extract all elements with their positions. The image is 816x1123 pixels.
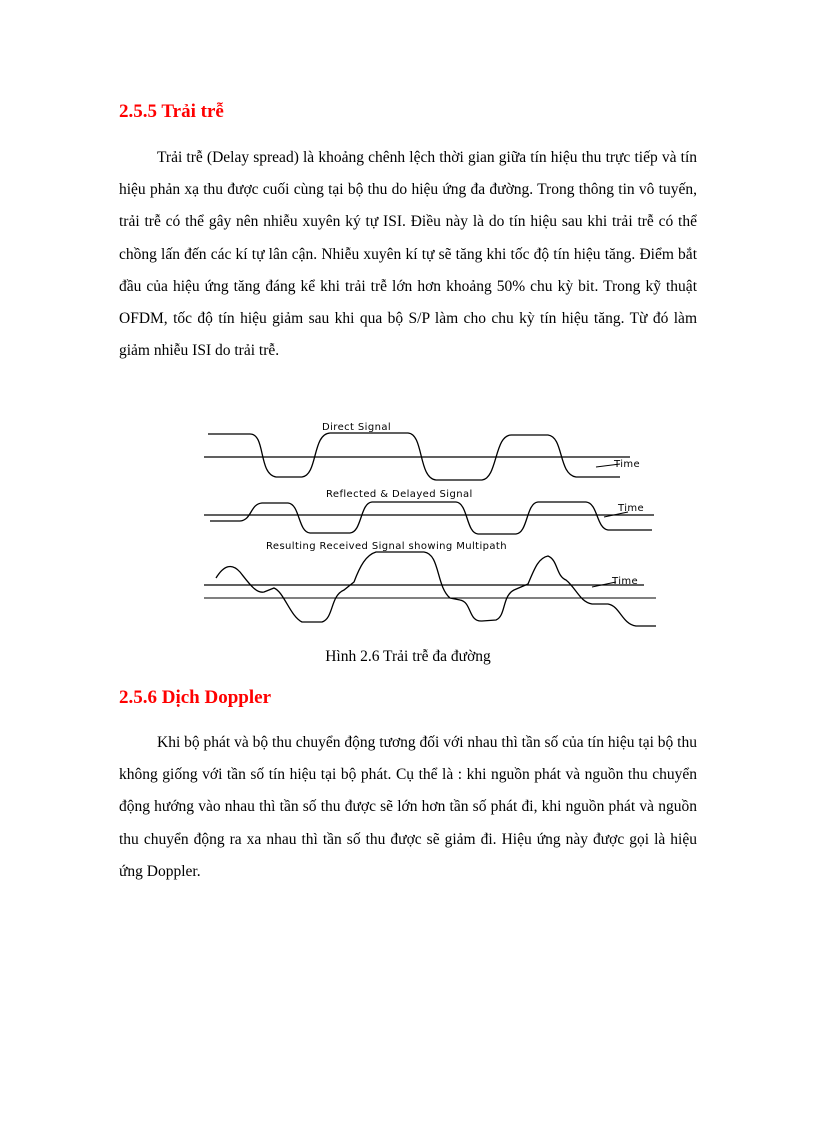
reflected-signal-time-label: Time: [618, 503, 645, 514]
paragraph-delay-spread-text: Trải trễ (Delay spread) là khoảng chênh lệch thời gian giữa tín hiệu thu trực tiếp và tín hiệu phản xạ thu được cuối cùng tại bộ thu do hiệu ứng đa đường. Trong thông tin vô tuyến, trải trễ có thể gây nên nhiễu xuyên ký tự ISI. Điều này là do tín hiệu sau khi trải trễ có thể chồng lấn đến các kí tự lân cận. Nhiễu xuyên kí tự sẽ tăng khi tốc độ tín hiệu tăng. Điểm bắt đầu của hiệu ứng tăng đáng kể khi trải trễ lớn hơn khoảng 50% chu kỳ bit. Trong kỹ thuật OFDM, tốc độ tín hiệu giảm sau khi qua bộ S/P làm cho chu kỳ tín hiệu tăng. Từ đó làm giảm nhiễu ISI do trải trễ.: [119, 149, 697, 360]
reflected-signal-label: Reflected & Delayed Signal: [326, 489, 473, 500]
paragraph-delay-spread: [119, 142, 697, 367]
multipath-figure: [200, 420, 660, 628]
direct-signal-label: Direct Signal: [322, 422, 392, 433]
reflected-signal-waveform: [210, 502, 652, 534]
figure-caption: Hình 2.6 Trải trễ đa đường: [325, 648, 491, 665]
received-signal-waveform: [216, 552, 656, 626]
received-signal-time-label: Time: [612, 576, 639, 587]
section-heading-doppler: 2.5.6 Dịch Doppler: [119, 687, 271, 708]
direct-signal-time-label: Time: [614, 459, 641, 470]
multipath-diagram: [200, 420, 660, 628]
paragraph-doppler: [119, 727, 697, 888]
received-signal-label: Resulting Received Signal showing Multipath: [266, 541, 507, 552]
paragraph-doppler-text: Khi bộ phát và bộ thu chuyển động tương đối với nhau thì tần số của tín hiệu tại bộ thu không giống với tần số tín hiệu tại bộ phát. Cụ thể là : khi nguồn phát và nguồn thu chuyển động hướng vào nhau thì tần số thu được sẽ lớn hơn tần số phát đi, khi nguồn phát và nguồn thu chuyển động ra xa nhau thì tần số thu được sẽ giảm đi. Hiệu ứng này được gọi là hiệu ứng Doppler.: [119, 734, 697, 880]
section-heading-delay-spread: 2.5.5 Trải trễ: [119, 101, 224, 122]
